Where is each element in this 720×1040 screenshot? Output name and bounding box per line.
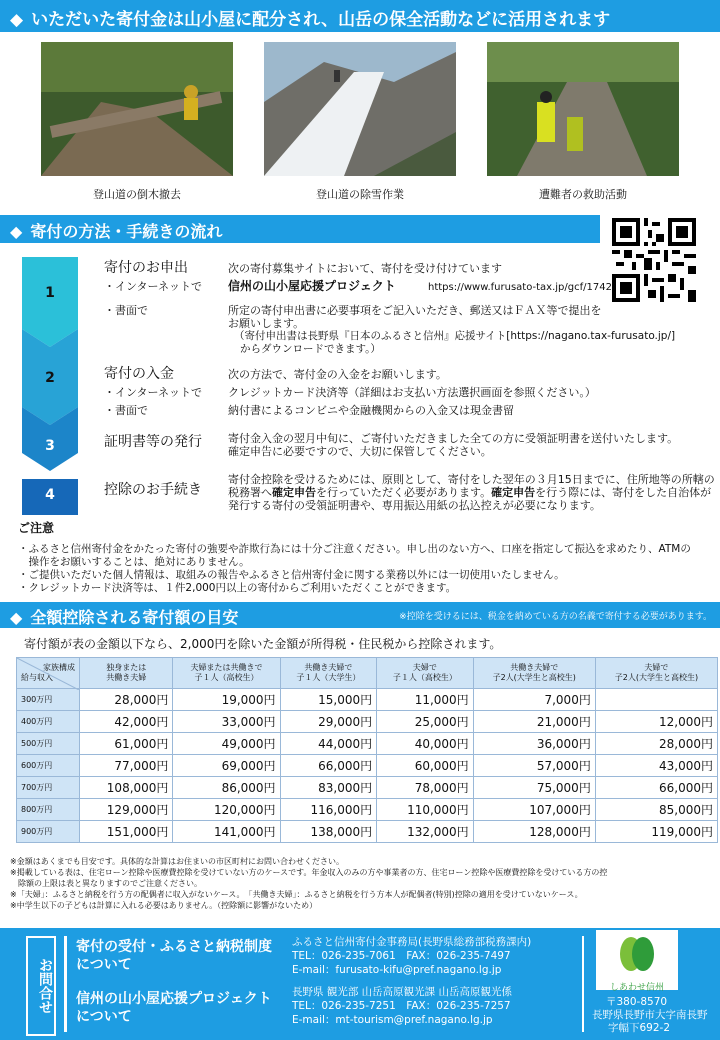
photo-snow-removal [264, 42, 456, 176]
note-1: ・ふるさと信州寄付金をかたった寄付の強要や詐欺行為には十分ご注意ください。申し出のない方へ、口座を指定して振込を求めたり、ATMの [18, 543, 691, 555]
step-1-line4: お願いします。 [228, 317, 305, 330]
table-row: 500万円 61,000円 49,000円 44,000円 40,000円 36,000円 28,000円 [17, 733, 718, 755]
header-col-4: 夫婦で 子１人（高校生） [377, 658, 474, 689]
step-2-line1: 次の方法で、寄付金の入金をお願いします。 [228, 368, 447, 381]
step-1-line6: からダウンロードできます。） [240, 343, 381, 355]
footnote-4: ※中学生以下の子どもは計算に入れる必要はありません。（控除額に影響がないため） [10, 901, 318, 910]
caption-rescue: 遭難者の救助活動 [539, 188, 627, 201]
topic-furusato: 寄付の受付・ふるさと納税制度について [76, 939, 272, 973]
diamond-icon: ◆ [10, 10, 24, 30]
photo-rescue [487, 42, 679, 176]
step-1-line5: （寄付申出書は長野県『日本のふるさと信州』応援サイト[https://nagano.tax-furusato.jp/] [234, 330, 676, 342]
step-2-title: 寄付の入金 [104, 366, 174, 382]
section-header-usage: ◆ いただいた寄付金は山小屋に配分され、山岳の保全活動などに活用されます [0, 0, 720, 32]
step-3-number: 3 [45, 438, 55, 454]
tel-2: TEL：026-235-7251 FAX：026-235-7257 [292, 1000, 511, 1012]
tel-1: TEL：026-235-7061 FAX：026-235-7497 [292, 950, 511, 962]
header-col-2: 夫婦または共働きで 子１人（高校生） [173, 658, 280, 689]
deduction-table [16, 657, 718, 843]
step-3-line2: 確定申告に必要ですので、大切に保管してください。 [228, 445, 492, 458]
photo-tree-removal [41, 42, 233, 176]
deduction-note: ※控除を受けるには、税金を納めている方の名義で寄付する必要があります。 [399, 612, 712, 622]
notes-heading: ご注意 [18, 521, 55, 535]
step-1-url[interactable]: https://www.furusato-tax.jp/gcf/1742 [428, 282, 612, 293]
step-1-shape [22, 257, 78, 347]
header-col-6: 夫婦で 子2人(大学生と高校生) [595, 658, 717, 689]
step-1-number: 1 [45, 285, 55, 301]
step-3-line1: 寄付金入金の翌月中旬に、ご寄付いただきました全ての方に受領証明書を送付いたします。 [228, 432, 679, 445]
shiawase-shinshu-logo: しあわせ信州 [596, 930, 678, 990]
address-2: 字幅下692-2 [608, 1022, 671, 1034]
org-2: 長野県 観光部 山岳高原観光課 山岳高原観光係 [292, 986, 513, 998]
footnote-2-cont: 除額の上限は表と異なりますのでご注意ください。 [10, 879, 202, 888]
step-2-sub-internet: ・インターネットで [104, 386, 203, 399]
note-1-cont: 操作をお願いすることは、絶対にありません。 [18, 556, 250, 568]
mail-1[interactable]: E-mail：furusato-kifu@pref.nagano.lg.jp [292, 964, 502, 976]
caption-tree-removal: 登山道の倒木撤去 [93, 188, 181, 201]
table-header-row [17, 658, 718, 689]
address-1: 長野県長野市大字南長野 [592, 1009, 708, 1021]
step-4-title: 控除のお手続き [104, 482, 202, 498]
step-1-project-name: 信州の山小屋応援プロジェクト [228, 279, 396, 293]
table-row: 900万円 151,000円 141,000円 138,000円 132,000円 128,000円 119,000円 [17, 821, 718, 843]
header-col-1: 独身または 共働き夫婦 [80, 658, 173, 689]
note-3: ・クレジットカード決済等は、１件2,000円以上の寄付からご利用いただくことができます。 [18, 582, 457, 594]
contact-footer [0, 928, 720, 1040]
table-row: 300万円 28,000円 19,000円 15,000円 11,000円 7,000円 [17, 689, 718, 711]
step-1-line3: 所定の寄付申出書に必要事項をご記入いただき、郵送又はＦＡＸ等で提出を [228, 304, 602, 317]
mail-2[interactable]: E-mail：mt-tourism@pref.nagano.lg.jp [292, 1014, 493, 1026]
step-2-number: 2 [45, 370, 55, 386]
step-1-line1: 次の寄付募集サイトにおいて、寄付を受け付けています [228, 262, 503, 275]
table-corner: 家族構成 給与収入 [17, 658, 80, 689]
topic-yamagoya: 信州の山小屋応援プロジェクト について [76, 991, 272, 1025]
step-3-title: 証明書等の発行 [104, 434, 202, 450]
step-2-sub-paper: ・書面で [104, 404, 148, 417]
contact-label: お問合せ [26, 936, 56, 1036]
note-2: ・ご提供いただいた個人情報は、取組みの報告やふるさと信州寄付金に関する業務以外には一切使用いたしません。 [18, 569, 565, 581]
step-1-title: 寄付のお申出 [104, 260, 188, 276]
postal-code: 〒380-8570 [606, 996, 668, 1008]
footnote-1: ※金額はあくまでも目安です。具体的な計算はお住まいの市区町村にお問い合わせください。 [10, 857, 345, 866]
step-2-line3: 納付書によるコンビニや金融機関からの入金又は現金書留 [228, 404, 514, 417]
table-row: 400万円 42,000円 33,000円 29,000円 25,000円 21,000円 12,000円 [17, 711, 718, 733]
qr-code[interactable] [612, 218, 696, 302]
table-row: 800万円 129,000円 120,000円 116,000円 110,000円 107,000円 85,000円 [17, 799, 718, 821]
step-1-sub-internet: ・インターネットで [104, 280, 203, 293]
step-2-line2: クレジットカード決済等（詳細はお支払い方法選択画面を参照ください。） [228, 386, 596, 399]
diamond-icon: ◆ [10, 608, 23, 627]
deduction-intro: 寄付額が表の金額以下なら、2,000円を除いた金額が所得税・住民税から控除されます。 [24, 637, 502, 651]
table-row: 700万円 108,000円 86,000円 83,000円 78,000円 75,000円 66,000円 [17, 777, 718, 799]
org-1: ふるさと信州寄付金事務局(長野県総務部税務課内) [292, 936, 532, 948]
table-row: 600万円 77,000円 69,000円 66,000円 60,000円 57,000円 43,000円 [17, 755, 718, 777]
caption-snow-removal: 登山道の除雪作業 [316, 188, 404, 201]
header-col-3: 共働き夫婦で 子１人（大学生） [280, 658, 377, 689]
step-1-sub-paper: ・書面で [104, 304, 148, 317]
footnote-2: ※掲載している表は、住宅ローン控除や医療費控除を受けていない方のケースです。年金収入のみの方や事業者の方、住宅ローン控除や医療費控除を受けている方の控 [10, 868, 608, 877]
footnote-3: ※「夫婦」：ふるさと納税を行う方の配偶者に収入がないケース。 「共働き夫婦」：ふるさと納税を行う方本人が配偶者(特別)控除の適用を受けていないケース。 [10, 890, 583, 899]
step-4-number: 4 [45, 487, 55, 503]
diamond-icon: ◆ [10, 222, 23, 241]
step-4-line3: 発行する寄付の受領証明書や、専用振込用紙の払込控えが必要になります。 [228, 499, 601, 512]
section-header-deduction: ◆ 全額控除される寄付額の目安 ※控除を受けるには、税金を納めている方の名義で寄付する必要があります。 [0, 602, 720, 628]
step-4-line2: 税務署へ確定申告を行っていただく必要があります。確定申告を行う際には、寄付をした自治体が [228, 486, 712, 499]
step-4-line1: 寄付金控除を受けるためには、原則として、寄付をした翌年の３月15日までに、住所地等の所轄の [228, 473, 715, 486]
section-header-procedure: ◆ 寄付の方法・手続きの流れ [0, 215, 600, 243]
header-col-5: 共働き夫婦で 子2人(大学生と高校生) [473, 658, 595, 689]
